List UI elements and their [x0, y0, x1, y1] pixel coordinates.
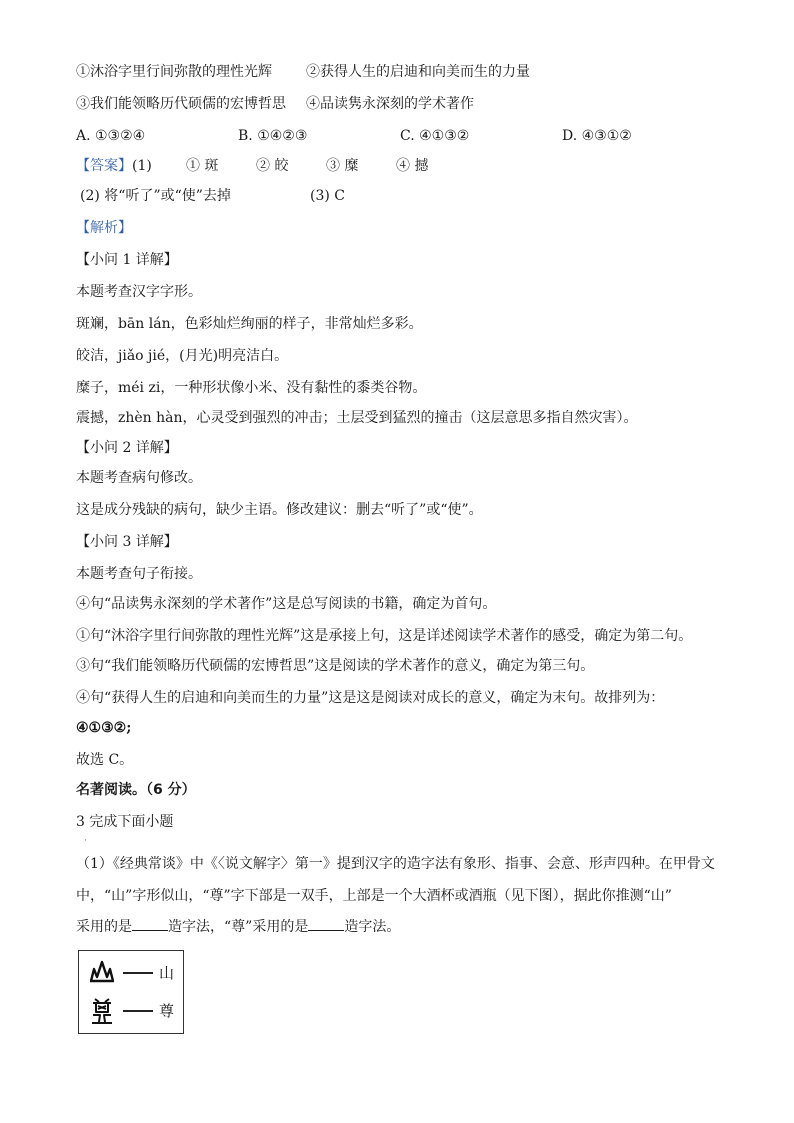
option-2: ②获得人生的启迪和向美而生的力量 — [306, 64, 530, 80]
subquestion-1-line-2: 斑斓，bān lán，色彩灿烂绚丽的样子，非常灿烂多彩。 — [76, 316, 423, 332]
option-4: ④品读隽永深刻的学术著作 — [306, 96, 474, 112]
answer-blank-1[interactable] — [132, 916, 168, 931]
subquestion-3-order: ④①③②; — [76, 720, 132, 736]
subquestion-2-title: 【小问 2 详解】 — [76, 440, 178, 456]
oracle-mountain-glyph — [87, 957, 117, 987]
question-3-heading: 3 完成下面小题 — [76, 814, 174, 830]
oracle-bone-figure — [78, 950, 184, 1034]
question-3-1-line-2: 中，“山”字形似山，“尊”字下部是一双手，上部是一个大酒杯或酒瓶（见下图），据此你推测“山” — [76, 888, 672, 904]
subquestion-2-line-2: 这是成分残缺的病句，缺少主语。修改建议：删去“听了”或“使”。 — [76, 502, 483, 518]
oracle-zun-glyph — [87, 995, 117, 1025]
choice-d: D. ④③①② — [562, 128, 632, 144]
subquestion-3-line-4: ③句“我们能领略历代硕儒的宏博哲思”这是阅读的学术著作的意义，确定为第三句。 — [76, 658, 595, 674]
figure-dash-1 — [123, 972, 153, 974]
option-3: ③我们能领略历代硕儒的宏博哲思 — [76, 96, 286, 112]
question-3-1-text-a: 采用的是 — [76, 919, 132, 935]
answer-item-2: ② 皎 — [256, 158, 289, 174]
choice-b: B. ①④②③ — [238, 128, 308, 144]
subquestion-2-line-1: 本题考查病句修改。 — [76, 470, 202, 486]
subquestion-3-line-3: ①句“沐浴字里行间弥散的理性光辉”这是承接上句，这是详述阅读学术著作的感受，确定为第二句。 — [76, 628, 693, 644]
figure-dash-2 — [123, 1010, 153, 1012]
answer-blank-2[interactable] — [308, 916, 344, 931]
question-3-1-line-1: （1）《经典常谈》中《〈说文解字〉第一》提到汉字的造字法有象形、指事、会意、形声四种。在甲骨文 — [76, 856, 715, 872]
answer-q2: (2) 将“听了”或“使”去掉 — [80, 188, 231, 204]
choice-a: A. ①③②④ — [76, 128, 146, 144]
answer-item-4: ④ 撼 — [396, 158, 429, 174]
subquestion-3-title: 【小问 3 详解】 — [76, 534, 178, 550]
subquestion-3-line-1: 本题考查句子衔接。 — [76, 566, 202, 582]
analysis-label: 【解析】 — [76, 220, 132, 236]
answer-label: 【答案】 — [76, 158, 132, 174]
stray-mark: · — [84, 836, 87, 846]
subquestion-3-line-2: ④句“品读隽永深刻的学术著作”这是总写阅读的书籍，确定为首句。 — [76, 596, 497, 612]
question-3-1-line-3 — [76, 916, 400, 937]
subquestion-1-title: 【小问 1 详解】 — [76, 252, 178, 268]
answer-block — [76, 156, 152, 176]
answer-q3: (3) C — [310, 188, 345, 204]
question-3-1-text-c: 造字法。 — [344, 919, 401, 935]
figure-char-zun: 尊 — [159, 1002, 175, 1020]
figure-char-mountain: 山 — [159, 964, 175, 982]
choice-c: C. ④①③② — [400, 128, 470, 144]
answer-item-3: ③ 糜 — [326, 158, 359, 174]
figure-row-mountain — [79, 957, 183, 987]
subquestion-1-line-4: 糜子，méi zi，一种形状像小米、没有黏性的黍类谷物。 — [76, 380, 427, 396]
answer-q1: (1) — [132, 158, 152, 174]
question-3-1-text-b: 造字法，“尊”采用的是 — [168, 919, 309, 935]
answer-item-1: ① 斑 — [186, 158, 219, 174]
subquestion-3-conclusion: 故选 C。 — [76, 752, 134, 768]
subquestion-1-line-5: 震撼，zhèn hàn，心灵受到强烈的冲击；土层受到猛烈的撞击（这层意思多指自然灾害）。 — [76, 410, 638, 426]
subquestion-1-line-3: 皎洁，jiǎo jié，(月光)明亮洁白。 — [76, 348, 289, 364]
subquestion-1-line-1: 本题考查汉字字形。 — [76, 284, 202, 300]
figure-row-zun — [79, 995, 183, 1025]
section-title: 名著阅读。（6 分） — [76, 782, 196, 798]
subquestion-3-line-5: ④句“获得人生的启迪和向美而生的力量”这是这是阅读对成长的意义，确定为末句。故排列为： — [76, 690, 665, 706]
option-1: ①沐浴字里行间弥散的理性光辉 — [76, 64, 272, 80]
